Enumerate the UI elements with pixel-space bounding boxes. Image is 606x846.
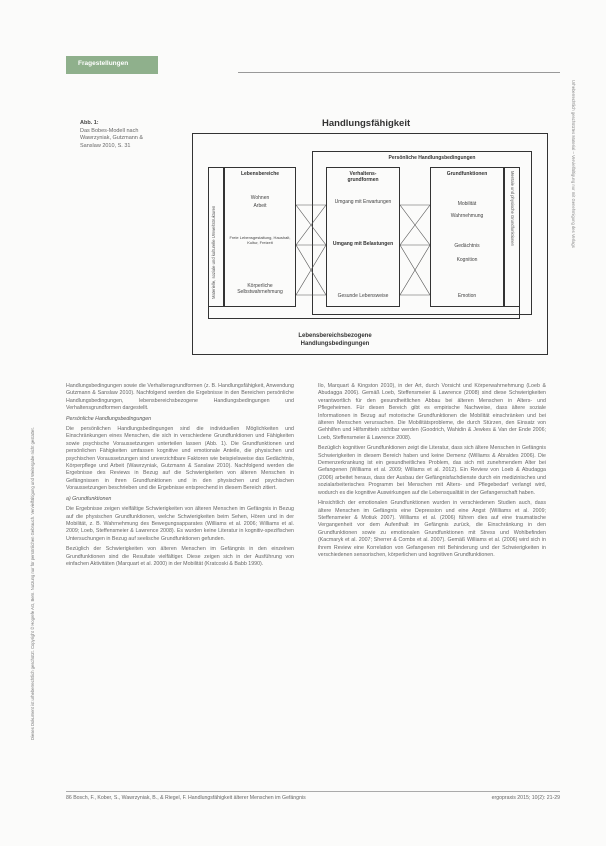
body-column-left xyxy=(66,383,294,571)
subheading: a) Grundfunktionen xyxy=(66,495,112,502)
body-column-right xyxy=(318,383,546,562)
lebensbereiche-header: Lebensbereiche xyxy=(240,171,280,177)
grundfunktion-item: Wahrnehmung xyxy=(450,213,484,219)
grundfunktion-item: Mobilität xyxy=(457,201,477,207)
verhaltensgrundform-item: Gesunde Lebensweise xyxy=(337,293,389,299)
paragraph: Die Ergebnisse zeigen vielfältige Schwierigkeiten von älteren Menschen im Gefängnis in Bezug auf die physischen Grundfunktionen, welche Schwierigkeiten beim Sehen, Hören und in der Mobilität, z. B. Wahrnehmung des Bewegungsapparates (Williams et al. 2006; Williams et al. 2009; Loeb, Steffensmeier & Lawrence 2008). Es wurden keine Literatur in kognitiv-spezifischen Untersuchungen in Bezug auf seelische Grundfunktionen gefunden. xyxy=(66,506,294,542)
connector-cross-left xyxy=(296,185,326,307)
verhaltensgrundformen-column xyxy=(326,167,400,307)
connector-cross-right xyxy=(400,185,430,307)
bottom-bracket xyxy=(208,307,520,319)
paragraph: Die persönlichen Handlungsbedingungen sind die individuellen Möglichkeiten und Einschränkungen eines Menschen, die sich in verschiedene Grundfunktionen und Fähigkeiten sowie psychische Voraussetzungen unterteilen lassen (Abb. 1). Die Grundfunktionen und persönlichen Fähigkeiten umfassen kognitive und emotionale Anteile, die physischen und psychischen Voraussetzungen sind unverzichtbare Faktoren wie beispielsweise das Gedächtnis, Körperpflege und Arbeit (Wawrzyniak, Gutzmann & Sanslaw 2010). Nachfolgend werden die Ergebnisse des Reviews in Bezug auf die Schwierigkeiten von älteren Menschen in Gefängnissen in ihren Grundfunktionen und in den physischen und psychischen Voraussetzungen beschrieben und die Ergebnisse entsprechend in diesem Bereich zitiert. xyxy=(66,426,294,492)
paragraph: Handlungsbedingungen sowie die Verhaltensgrundformen (z. B. Handlungsfähigkeit, Anwendung Gutzmann & Sanslaw 2010). Nachfolgend werden die Ergebnisse in den Bereichen persönliche Handlungsbedingungen, lebensbereichsbezogene Handlungsbedingungen und Verhaltensgrundformen dargestellt. xyxy=(66,383,294,412)
grundfunktion-item: Emotion xyxy=(457,293,477,299)
footer-rule xyxy=(66,791,560,792)
footer-journal: ergopraxis 2015; 10(2): 21-29 xyxy=(491,795,560,801)
bottom-conditions-label: Lebensbereichsbezogene Handlungsbedingungen xyxy=(298,333,372,347)
caption-text: Das Bobes-Modell nach Wawrzyniak, Gutzmann & Sanslaw 2010, S. 31 xyxy=(80,127,144,149)
section-tab-label: Fragestellungen xyxy=(78,60,129,67)
lebensbereich-item: Wohnen xyxy=(250,195,270,201)
left-vertical-label: Materielle, soziale und kulturelle Umweltstrukturen xyxy=(211,205,216,299)
subheading: Persönliche Handlungsbedingungen xyxy=(66,415,152,422)
copyright-sidebar-right xyxy=(566,80,576,460)
figure-title: Handlungsfähigkeit xyxy=(322,118,411,129)
copyright-sidebar-right-text: Urheberrechtlich geschütztes Material – Vervielfältigung nur mit Genehmigung des Verlags xyxy=(571,80,576,248)
grundfunktion-item: Gedächtnis xyxy=(454,243,480,249)
paragraph: Bezüglich der Schwierigkeiten von älteren Menschen im Gefängnis in den einzelnen Grundfunktionen sind die Resultate vielfältiger. Diese zeigen sich in der Ausführung von einfachen Aktivitäten (Marquart et al. 2000) in der Mobilität (Kratcoski & Babb 1990). xyxy=(66,546,294,567)
caption-label: Abb. 1: xyxy=(80,120,99,126)
copyright-sidebar-text: Dieses Dokument ist urheberrechtlich geschützt. Copyright © Hogrefe AG, Bern. Nutzung nur für persönlichen Gebrauch. Vervielfältigung und Weitergabe nicht gestattet. xyxy=(30,427,35,740)
paragraph: Bezüglich kognitiver Grundfunktionen zeigt die Literatur, dass sich ältere Menschen in Gefängnis Schwierigkeiten in diesem Bereich haben und keine Demenz (Williams & Abraldes 2006). Die Demenzerkrankung ist ein gesundheitliches Problem, das sich mit zunehmendem Alter bei Gefangenen (Williams et al. 2009; Williams et al. 2012). Ein Review von Loeb & Abudagga (2006) arbeitet heraus, dass der Ausbau der Gefängnisfachdienste durch ein medizinisches und sozialarbeiterisches Programm bei Menschen mit Alters- und Pflegebedarf verlangt wird, wodurch es die kognitive Auswirkungen auf die Lebensqualität in der Gefangenschaft haben. xyxy=(318,445,546,496)
right-vertical-label: Mentale und physische Grundfunktionen xyxy=(510,171,515,246)
lebensbereich-item: Freie Lebensgestaltung, Haushalt, Kultur, Freizeit xyxy=(229,235,291,245)
grundfunktionen-column xyxy=(430,167,504,307)
verhaltensgrundform-item: Umgang mit Belastungen xyxy=(332,241,394,247)
paragraph: Hinsichtlich der emotionalen Grundfunktionen wurden in verschiedenen Studien auch, dass ältere Menschen im Gefängnis eine Depression und eine Angst (Williams et al. 2009; Steffensmeier & Motiuk 2007). Williams et al. (2006) führen dies auf eine traumatische Vergangenheit vor dem Aufenthalt im Gefängnis zurück, die Einschränkung in den Grundfunktionen sowie zu emotionalen Grundfunktionen mit Stress und Wohlbefinden (Kacmaryk et al. 2007; Sherrer & Combs et al. 2007). Gemäß Williams et al. (2006) wird sich in ihrem Review eine Korrelation von Gefangenen mit Behinderung und der Schwierigkeiten in verschiedenen sensorischen, körperlichen und kognitiven Grundfunktionen. xyxy=(318,500,546,558)
section-tab xyxy=(66,56,158,74)
figure-caption xyxy=(80,120,160,150)
verhaltensgrundformen-header: Verhaltens- grundformen xyxy=(347,171,379,183)
grundfunktion-item: Kognition xyxy=(456,257,478,263)
paragraph: Ilo, Marquart & Kingston 2010), in der Art, durch Vorsicht und Körperwahrnehmung (Loeb & Abudagga 2006). Gemäß Loeb, Steffensmeier & Lawrence (2008) sind diese Schwierigkeiten verantwortlich für den gesundheitlichen Abbau bei älteren Menschen in Alters- und Pflegeheimen. Für diesen Bereich gibt es empirische Nachweise, dass ältere soziale Informationen in Bezug auf motorische Grundfunktionen die Mobilität einschränken und bei älteren Menschen verursachen. Die Mobilitätsprobleme, die durch Stürzen, den Einsatz von Gehhilfen und Hilfsmitteln sichtbar werden (Goodrich, Wahidin & Jewkes & Van der Ende 2006; Loeb, Steffensmeier & Lawrence 2008). xyxy=(318,383,546,441)
bobes-model-diagram xyxy=(192,133,548,363)
header-rule xyxy=(238,72,560,73)
verhaltensgrundform-item: Umgang mit Erwartungen xyxy=(334,199,392,205)
lebensbereich-item: Körperliche Selbstwahrnehmung xyxy=(237,283,283,295)
lebensbereich-item: Arbeit xyxy=(253,203,267,209)
grundfunktionen-header: Grundfunktionen xyxy=(446,171,488,177)
personal-conditions-header: Persönliche Handlungsbedingungen xyxy=(388,155,476,161)
copyright-sidebar xyxy=(30,100,40,740)
footer-citation: 86 Bosch, F., Kober, S., Wawrzyniak, B., & Riegel, F. Handlungsfähigkeit älterer Menschen im Gefängnis xyxy=(66,795,306,801)
